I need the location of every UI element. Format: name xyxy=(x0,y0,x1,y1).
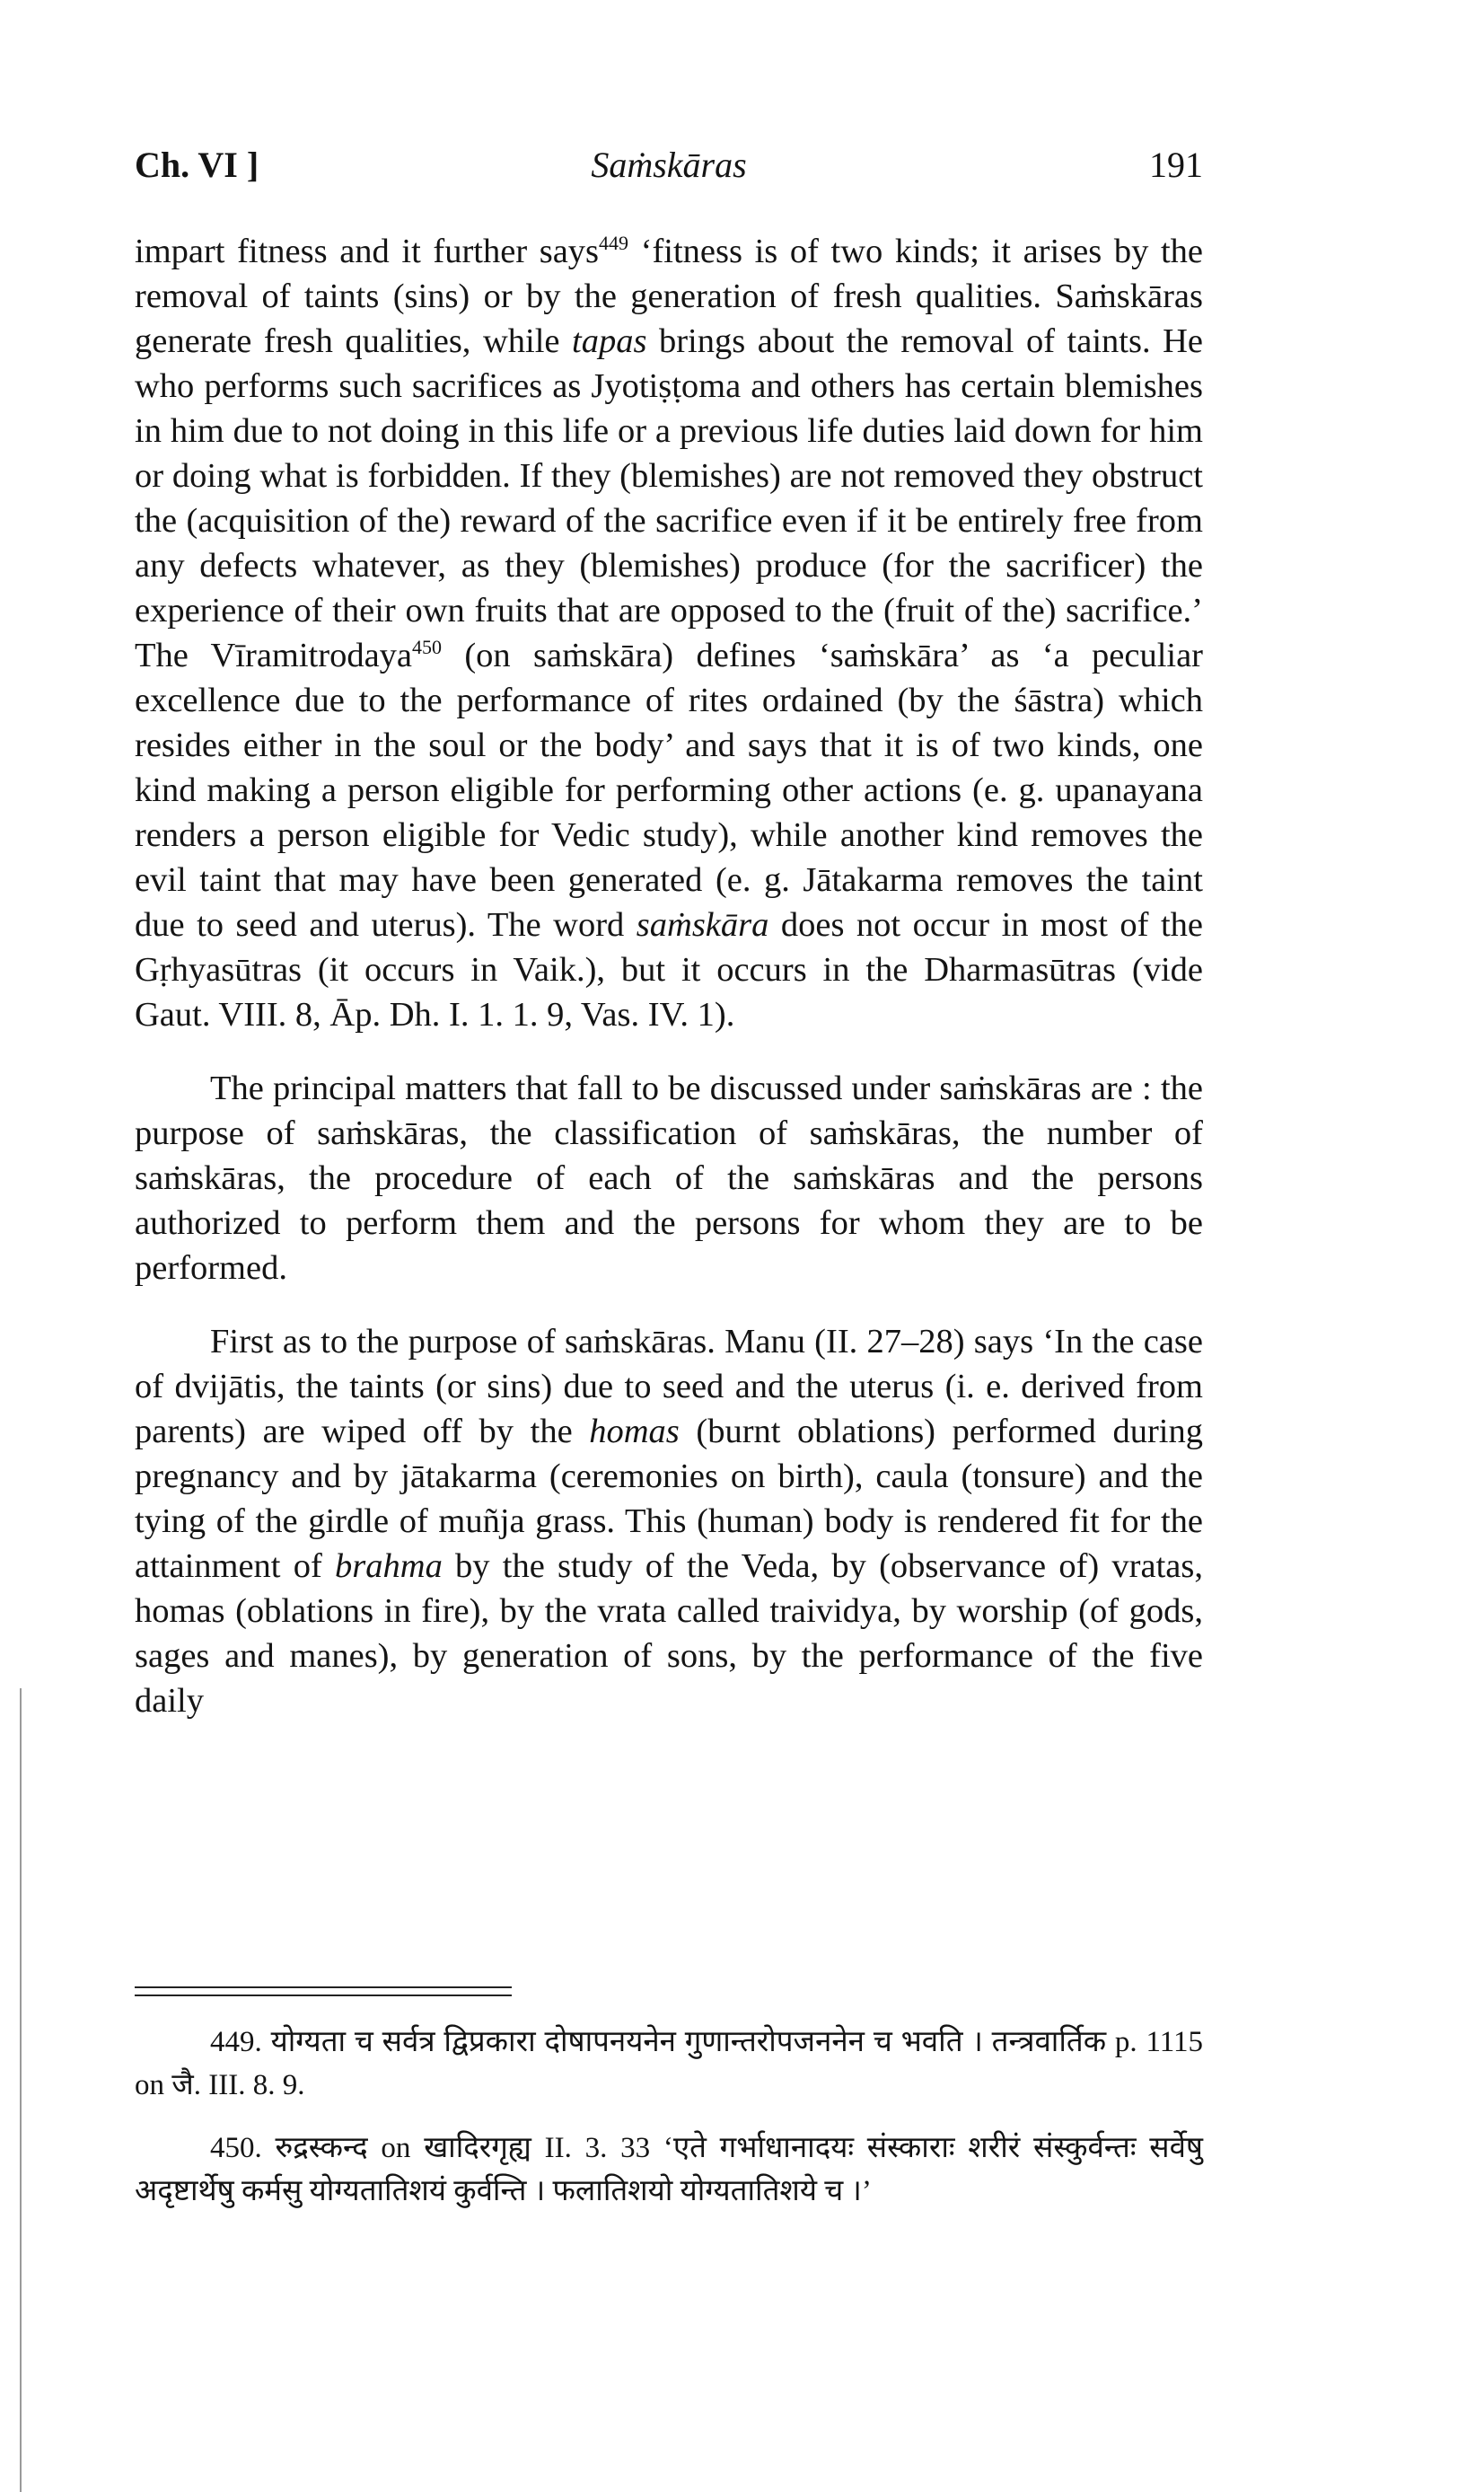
text-run: ‘fitness is of two kinds; it arises by the removal of taints (sins) or by the generation of fresh qualities. Saṁskāras generate fresh qualities, while xyxy=(135,233,1203,360)
footnote-449 xyxy=(135,2021,1203,2107)
footnote-rule xyxy=(135,1994,512,1996)
chapter-label: Ch. VI ] xyxy=(135,145,259,185)
paragraph-2: The principal matters that fall to be discussed under saṁskāras are : the purpose of saṁskāras, the classification of saṁskāras, the number of saṁskāras, the procedure of each of the saṁskāras and the persons authorized to perform them and the persons for whom they are to be performed. xyxy=(135,1070,1203,1287)
footnote-number: 449. xyxy=(210,2026,262,2058)
scan-margin-line xyxy=(20,1688,22,2492)
body-text xyxy=(135,229,1203,1752)
footnote-ref-449: 449 xyxy=(599,232,629,255)
paragraph-3 xyxy=(135,1319,1203,1723)
footnote-text: रुद्रस्कन्द on खादिरगृह्य II. 3. 33 ‘एते गर्भाधानादयः संस्काराः शरीरं संस्कुर्वन्तः सर्वेषु अदृष्टार्थेषु कर्मसु योग्यतातिशयं कुर्वन्ति । फलातिशयो योग्यतातिशये च ।’ xyxy=(135,2132,1204,2207)
footnote-number: 450. xyxy=(210,2132,262,2164)
italic-term: homas xyxy=(589,1413,680,1450)
text-run: First as to the purpose of saṁskāras. Manu (II. 27–28) says ‘In the case of dvijātis, the taints (or sins) due to seed and the uterus (i. e. derived from parents) are wiped off by the xyxy=(135,1323,1203,1450)
text-run: brings about the removal of taints. He who performs such sacrifices as Jyotiṣṭoma and others has certain blemishes in him due to not doing in this life or a previous life duties laid down for him or doing what is forbidden. If they (blemishes) are not removed they obstruct the (acquisition of the) reward of the sacrifice even if it be entirely free from any defects whatever, as they (blemishes) produce (for the sacrificer) the experience of their own fruits that are opposed to the (fruit of the) sacrifice.’ The Vīramitrodaya xyxy=(135,322,1203,674)
paragraph-1 xyxy=(135,229,1203,1037)
text-run: by the study of the Veda, by (observance of) vratas, homas (oblations in fire), by the vrata called traividya, by worship (of gods, sages and manes), by generation of sons, by the performance of the five daily xyxy=(135,1547,1203,1720)
page-number: 191 xyxy=(1149,145,1203,185)
text-run: (on saṁskāra) defines ‘saṁskāra’ as ‘a peculiar excellence due to the performance of rites ordained (by the śāstra) which resides either in the soul or the body’ and says that it is of two kinds, one kind making a person eligible for performing other actions (e. g. upanayana renders a person eligible for Vedic study), while another kind removes the evil taint that may have been generated (e. g. Jātakarma removes the taint due to seed and uterus). The word xyxy=(135,637,1204,944)
italic-term: brahma xyxy=(335,1547,443,1585)
footnote-ref-450: 450 xyxy=(412,636,443,659)
italic-term: tapas xyxy=(572,322,647,360)
footnote-450 xyxy=(135,2127,1203,2213)
footnote-text: योग्यता च सर्वत्र द्विप्रकारा दोषापनयनेन गुणान्तरोपजननेन च भवति । तन्त्रवार्तिक p. 1115 on जै. III. 8. 9. xyxy=(135,2026,1204,2101)
text-run: (burnt oblations) performed during pregnancy and by jātakarma (ceremonies on birth), caula (tonsure) and the tying of the girdle of muñja grass. This (human) body is rendered fit for the attainment of xyxy=(135,1413,1203,1585)
running-header xyxy=(135,144,1203,198)
text-run: impart fitness and it further says xyxy=(135,233,600,270)
running-title: Saṁskāras xyxy=(591,145,747,185)
footnotes xyxy=(135,2021,1203,2232)
text-run: does not occur in most of the Gṛhyasūtras (it occurs in Vaik.), but it occurs in the Dharmasūtras (vide Gaut. VIII. 8, Āp. Dh. I. 1. 1. 9, Vas. IV. 1). xyxy=(135,906,1203,1034)
footnote-rule xyxy=(135,1986,512,1988)
italic-term: saṁskāra xyxy=(636,906,769,944)
